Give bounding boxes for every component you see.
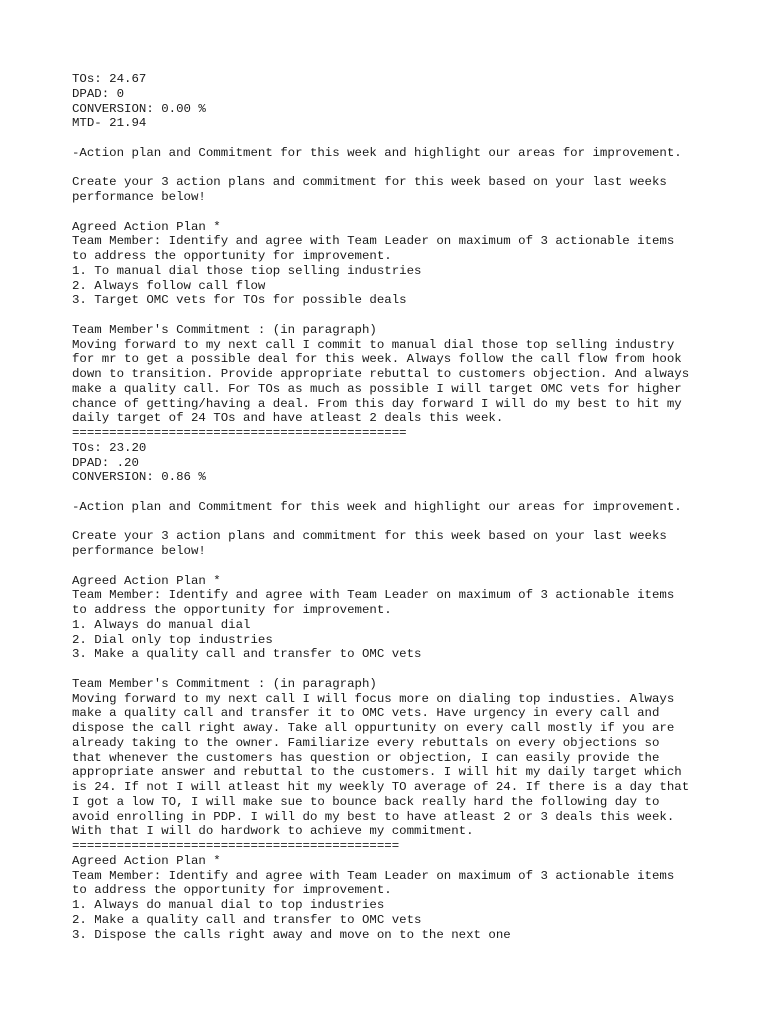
plan-description: Team Member: Identify and agree with Team Leader on maximum of 3 actionable items <box>72 588 675 603</box>
stat-conversion: CONVERSION: 0.86 % <box>72 470 206 485</box>
blank-line <box>72 308 732 323</box>
document-page <box>72 72 732 942</box>
commitment-text: make a quality call and transfer it to OMC vets. Have urgency in every call and <box>72 706 660 721</box>
commitment-text: Moving forward to my next call I commit to manual dial those top selling industry <box>72 337 675 352</box>
plan-description: Team Member: Identify and agree with Team Leader on maximum of 3 actionable items <box>72 234 675 249</box>
commitment-text: chance of getting/having a deal. From this day forward I will do my best to hit my <box>72 396 682 411</box>
blank-line <box>72 205 732 220</box>
commitment-text: avoid enrolling in PDP. I will do my best to have atleast 2 or 3 deals this week. <box>72 809 675 824</box>
plan-title: Agreed Action Plan * <box>72 853 221 868</box>
commitment-text: down to transition. Provide appropriate rebuttal to customers objection. And always <box>72 367 690 381</box>
blank-line <box>72 662 732 677</box>
plan-title: Agreed Action Plan * <box>72 219 221 234</box>
separator: ============================================= <box>72 426 407 440</box>
commitment-text: for mr to get a possible deal for this week. Always follow the call flow from hook <box>72 352 682 367</box>
blank-line <box>72 161 732 176</box>
blank-line <box>72 559 732 574</box>
plan-title: Agreed Action Plan * <box>72 573 221 588</box>
plan-item: 2. Make a quality call and transfer to OMC vets <box>72 912 422 927</box>
commitment-text: is 24. If not I will atleast hit my weekly TO average of 24. If there is a day that <box>72 780 690 794</box>
section-heading: -Action plan and Commitment for this week and highlight our areas for improvement. <box>72 499 682 514</box>
blank-line <box>72 131 732 146</box>
stat-dpad: DPAD: .20 <box>72 455 139 470</box>
separator: ============================================ <box>72 839 400 853</box>
commitment-text: Moving forward to my next call I will focus more on dialing top industies. Always <box>72 691 675 706</box>
intro-line: performance below! <box>72 190 206 204</box>
plan-item: 2. Dial only top industries <box>72 632 273 647</box>
commitment-text: appropriate answer and rebuttal to the customers. I will hit my daily target which <box>72 765 682 780</box>
plan-item: 1. Always do manual dial <box>72 617 251 632</box>
plan-description: to address the opportunity for improvement. <box>72 603 392 617</box>
commitment-text: already taking to the owner. Familiarize every rebuttals on every objections so <box>72 735 660 750</box>
commitment-title: Team Member's Commitment : (in paragraph) <box>72 322 377 337</box>
plan-item: 2. Always follow call flow <box>72 278 266 293</box>
stat-tos: TOs: 24.67 <box>72 72 147 86</box>
intro-line: performance below! <box>72 544 206 558</box>
stat-conversion: CONVERSION: 0.00 % <box>72 101 206 116</box>
plan-item: 1. Always do manual dial to top industries <box>72 898 385 912</box>
commitment-text: I got a low TO, I will make sue to bounce back really hard the following day to <box>72 794 660 809</box>
plan-item: 3. Make a quality call and transfer to OMC vets <box>72 647 422 662</box>
intro-line: Create your 3 action plans and commitment for this week based on your last weeks <box>72 175 667 190</box>
blank-line <box>72 515 732 530</box>
plan-item: 3. Dispose the calls right away and move on to the next one <box>72 927 511 942</box>
commitment-text: make a quality call. For TOs as much as possible I will target OMC vets for higher <box>72 381 682 396</box>
commitment-text: With that I will do hardwork to achieve my commitment. <box>72 824 474 839</box>
plan-description: to address the opportunity for improvement. <box>72 883 392 898</box>
plan-item: 3. Target OMC vets for TOs for possible deals <box>72 293 407 308</box>
stat-dpad: DPAD: 0 <box>72 86 125 101</box>
blank-line <box>72 485 732 500</box>
plan-description: Team Member: Identify and agree with Team Leader on maximum of 3 actionable items <box>72 868 675 883</box>
commitment-text: that whenever the customers has question or objection, I can easily provide the <box>72 750 660 765</box>
intro-line: Create your 3 action plans and commitment for this week based on your last weeks <box>72 529 667 544</box>
stat-tos: TOs: 23.20 <box>72 440 147 455</box>
commitment-text: dispose the call right away. Take all oppurtunity on every call mostly if you are <box>72 721 675 735</box>
plan-description: to address the opportunity for improvement. <box>72 249 392 263</box>
commitment-text: daily target of 24 TOs and have atleast 2 deals this week. <box>72 411 504 426</box>
section-heading: -Action plan and Commitment for this week and highlight our areas for improvement. <box>72 145 682 160</box>
commitment-title: Team Member's Commitment : (in paragraph) <box>72 676 377 691</box>
stat-mtd: MTD- 21.94 <box>72 116 147 131</box>
plan-item: 1. To manual dial those tiop selling industries <box>72 263 422 278</box>
